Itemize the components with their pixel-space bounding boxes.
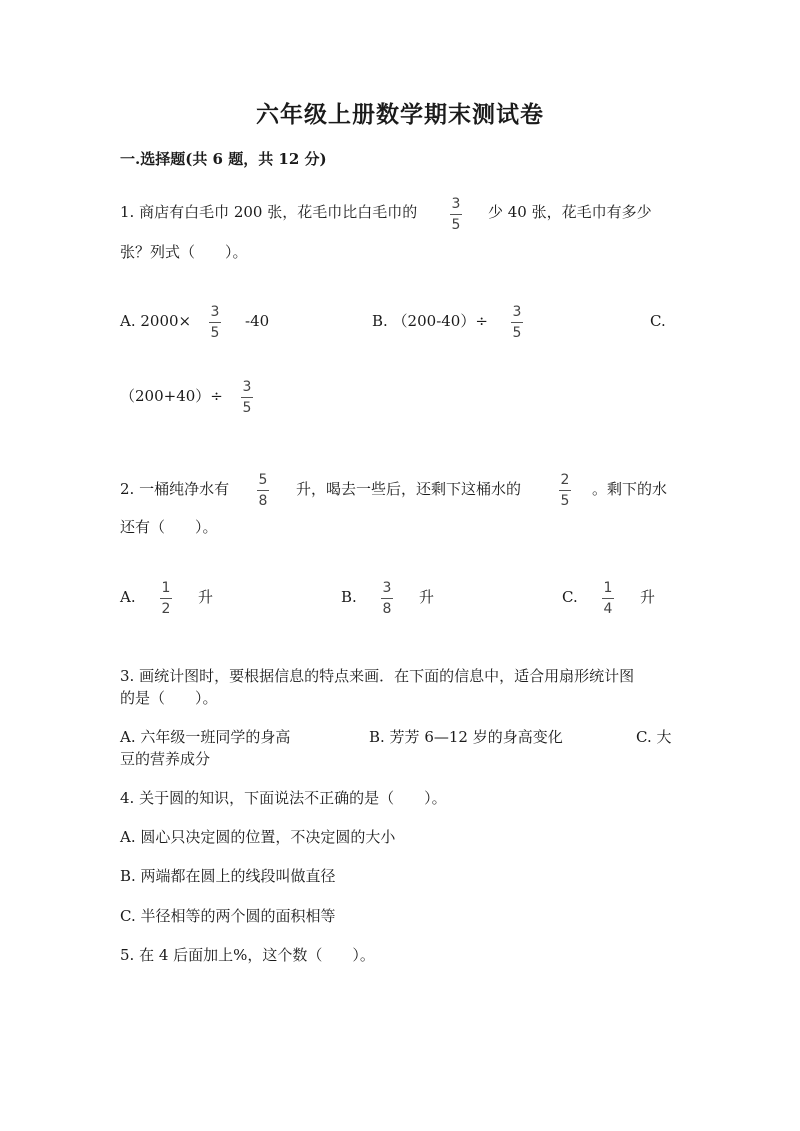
fraction-numerator: 2 [560, 472, 570, 488]
q3-option-b: B. 芳芳 6—12 岁的身高变化 [369, 728, 563, 746]
q1-option-c-fraction [241, 379, 253, 416]
q1-fraction [450, 196, 462, 233]
fraction-numerator: 3 [512, 304, 522, 320]
fraction-denominator: 5 [512, 325, 522, 341]
fraction-denominator: 8 [382, 601, 392, 617]
q2-text-a: 2. 一桶纯净水有 [120, 480, 230, 498]
fraction-bar [450, 214, 462, 215]
q3-option-c: C. 大 [636, 728, 672, 746]
fraction-numerator: 3 [210, 304, 220, 320]
q3-option-c-line2: 豆的营养成分 [120, 750, 211, 768]
fraction-bar [160, 598, 172, 599]
q2-option-c-fraction [602, 580, 614, 617]
fraction-numerator: 1 [603, 580, 613, 596]
q2-fraction-2 [559, 472, 571, 509]
q1-option-b-prefix: B. （200-40）÷ [372, 312, 488, 330]
fraction-bar [209, 322, 221, 323]
q1-option-a-fraction [209, 304, 221, 341]
fraction-denominator: 8 [258, 493, 268, 509]
q1-fraction-numerator: 3 [451, 196, 461, 212]
q1-option-b-fraction [511, 304, 523, 341]
q4-line-1: 4. 关于圆的知识，下面说法不正确的是（ ）。 [120, 789, 447, 807]
page-title: 六年级上册数学期末测试卷 [256, 101, 544, 128]
q3-line-1: 3. 画统计图时，要根据信息的特点来画．在下面的信息中，适合用扇形统计图 [120, 667, 635, 685]
q1-text-a: 1. 商店有白毛巾 200 张，花毛巾比白毛巾的 [120, 203, 418, 221]
fraction-bar [381, 598, 393, 599]
fraction-numerator: 5 [258, 472, 268, 488]
fraction-denominator: 5 [242, 400, 252, 416]
q2-fraction-1 [257, 472, 269, 509]
fraction-numerator: 3 [242, 379, 252, 395]
fraction-denominator: 4 [603, 601, 613, 617]
fraction-bar [602, 598, 614, 599]
q4-option-a: A. 圆心只决定圆的位置，不决定圆的大小 [120, 828, 396, 846]
fraction-bar [559, 490, 571, 491]
fraction-denominator: 5 [210, 325, 220, 341]
q3-option-a: A. 六年级一班同学的身高 [120, 728, 291, 746]
fraction-denominator: 5 [560, 493, 570, 509]
fraction-numerator: 1 [161, 580, 171, 596]
q2-text-c: 。剩下的水 [592, 480, 668, 498]
q2-option-c-unit: 升 [640, 588, 656, 606]
q2-option-b-prefix: B. [341, 588, 357, 606]
q2-option-a-fraction [160, 580, 172, 617]
section-heading: 一.选择题(共 6 题，共 12 分) [120, 150, 327, 168]
q1-text-b: 少 40 张，花毛巾有多少 [488, 203, 652, 221]
q2-option-c-prefix: C. [562, 588, 578, 606]
q4-option-c: C. 半径相等的两个圆的面积相等 [120, 907, 336, 925]
q2-option-a-unit: 升 [198, 588, 214, 606]
q2-option-a-prefix: A. [120, 588, 136, 606]
q3-line-2: 的是（ ）。 [120, 689, 218, 707]
q1-fraction-denominator: 5 [451, 217, 461, 233]
q1-option-c-line2: （200+40）÷ [120, 387, 223, 405]
q5-line-1: 5. 在 4 后面加上%，这个数（ ）。 [120, 946, 375, 964]
q1-option-a-suffix: -40 [245, 312, 270, 330]
q4-option-b: B. 两端都在圆上的线段叫做直径 [120, 867, 336, 885]
q1-option-c-prefix: C. [650, 312, 666, 330]
q2-text-d: 还有（ ）。 [120, 518, 218, 536]
fraction-bar [241, 397, 253, 398]
fraction-denominator: 2 [161, 601, 171, 617]
q2-option-b-fraction [381, 580, 393, 617]
fraction-numerator: 3 [382, 580, 392, 596]
q1-text-c: 张？列式（ ）。 [120, 243, 248, 261]
fraction-bar [511, 322, 523, 323]
q2-option-b-unit: 升 [419, 588, 435, 606]
fraction-bar [257, 490, 269, 491]
q1-option-a-prefix: A. 2000× [120, 312, 192, 330]
q2-text-b: 升，喝去一些后，还剩下这桶水的 [296, 480, 522, 498]
